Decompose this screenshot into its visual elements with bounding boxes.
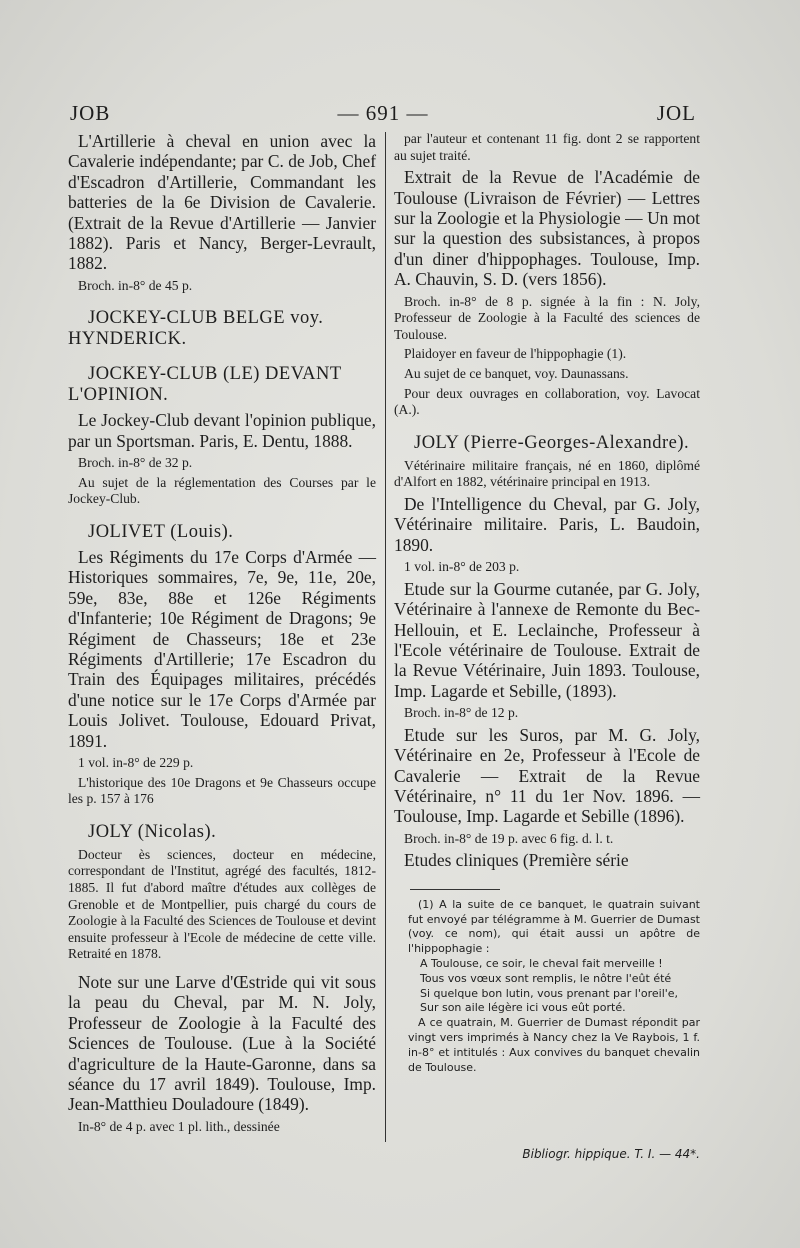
extrait-entry: Extrait de la Revue de l'Académie de Toulouse (Livraison de Février) — Lettres sur la Zoologie et la Physiologie — Un mot sur la question des subsistances, à propos d'un diner d'hippophages. Toulouse, Imp. A. Chauvin, S. D. (vers 1856). bbox=[394, 167, 700, 290]
joly-nicolas-heading: JOLY (Nicolas). bbox=[88, 821, 217, 842]
header-left: JOB bbox=[70, 101, 111, 125]
footnote-poem-line2: Tous vos vœux sont remplis, le nôtre l'eût été bbox=[420, 971, 672, 985]
footnote-poem-line3: Si quelque bon lutin, vous prenant par l'oreil'e, bbox=[420, 986, 679, 1000]
jolivet-note2: L'historique des 10e Dragons et 9e Chasseurs occupe les p. 157 à 176 bbox=[68, 774, 376, 807]
right-column bbox=[394, 131, 700, 1075]
jockey-opinion-note2: Au sujet de la réglementation des Courses par le Jockey-Club. bbox=[68, 474, 376, 507]
column-divider bbox=[385, 132, 386, 1142]
page-number: — 691 — bbox=[337, 101, 429, 125]
footnote-para2: A ce quatrain, M. Guerrier de Dumast répondit par vingt vers imprimés à Nancy chez la Ve Raybois, 1 f. in-8° et intitulés : Aux convives du banquet chevalin de Toulouse. bbox=[408, 1016, 700, 1074]
joly-nicolas-text: Note sur une Larve d'Œstride qui vit sous la peau du Cheval, par M. N. Joly, Professeur de Zoologie à la Faculté des Sciences de Toulouse. (Lue à la Société d'agriculture de la Haute-Garonne, dans sa séance du 17 avril 1849). Toulouse, Imp. Jean-Matthieu Douladoure (1849). bbox=[68, 972, 376, 1115]
jockey-opinion-text: Le Jockey-Club devant l'opinion publique, par un Sportsman. Paris, E. Dentu, 1888. bbox=[68, 410, 376, 451]
joly-pg-work4: Etudes cliniques (Première série bbox=[404, 850, 629, 871]
continuation-note: par l'auteur et contenant 11 fig. dont 2 se rapportent au sujet traité. bbox=[394, 131, 700, 163]
footnote-poem-line4: Sur son aile légère ici vous eût porté. bbox=[420, 1001, 626, 1015]
extrait-note2: Plaidoyer en faveur de l'hippophagie (1). bbox=[404, 346, 627, 362]
jolivet-heading: JOLIVET (Louis). bbox=[88, 522, 234, 543]
job-entry-note: Broch. in-8° de 45 p. bbox=[78, 277, 193, 293]
jolivet-text: Les Régiments du 17e Corps d'Armée — Historiques sommaires, 7e, 9e, 11e, 20e, 59e, 83e, 88e et 126e Régiments d'Infanterie; 10e Régiment de Dragons; 9e Régiment de Chasseurs; 18e et 23e Régiments d'Artillerie; 17e Escadron du Train des Équipages militaires, précédés d'une notice sur le 17e Corps d'Armée par Louis Jolivet. Toulouse, Edouard Privat, 1891. bbox=[68, 547, 376, 751]
running-header bbox=[70, 101, 696, 131]
joly-pg-heading: JOLY (Pierre-Georges-Alexandre). bbox=[414, 432, 690, 453]
jockey-opinion-heading: JOCKEY-CLUB (LE) DEVANT L'OPINION. bbox=[68, 364, 342, 406]
joly-pg-work1-note: 1 vol. in-8° de 203 p. bbox=[404, 559, 520, 575]
joly-pg-work2: Etude sur la Gourme cutanée, par G. Joly, Vétérinaire à l'annexe de Remonte du Bec-Hellouin, et E. Leclainche, Professeur à l'Ecole vétérinaire de Toulouse. Extrait de la Revue Vétérinaire, Juin 1893. Toulouse, Imp. Lagarde et Sebille, (1893). bbox=[394, 578, 700, 701]
joly-nicolas-bio: Docteur ès sciences, docteur en médecine, correspondant de l'Institut, agrégé des facultés, 1812-1885. Il fut d'abord maître d'études aux collèges de Grenoble et de Montpellier, puis chargé du cours de Zoologie à la Faculté des Sciences de Toulouse et devint ensuite professeur à l'Ecole de médecine de cette ville. Retraité en 1878. bbox=[68, 846, 376, 962]
footnote bbox=[408, 898, 700, 1076]
left-column bbox=[68, 131, 376, 1138]
jolivet-note1: 1 vol. in-8° de 229 p. bbox=[78, 755, 194, 771]
header-right: JOL bbox=[656, 101, 696, 125]
job-entry-text: L'Artillerie à cheval en union avec la Cavalerie indépendante; par C. de Job, Chef d'Escadron d'Artillerie, Commandant les batteries de la 6e Division de Cavalerie. (Extrait de la Revue d'Artillerie — Janvier 1882). Paris et Nancy, Berger-Levrault, 1882. bbox=[68, 131, 376, 274]
signature-line: Bibliogr. hippique. T. I. — 44*. bbox=[522, 1147, 700, 1161]
jockey-belge-heading: JOCKEY-CLUB BELGE voy. HYNDERICK. bbox=[68, 308, 324, 350]
extrait-note1: Broch. in-8° de 8 p. signée à la fin : N. Joly, Professeur de Zoologie à la Faculté des sciences de Toulouse. bbox=[394, 293, 700, 342]
joly-pg-work3-note: Broch. in-8° de 19 p. avec 6 fig. d. l. t. bbox=[404, 830, 614, 846]
extrait-note4: Pour deux ouvrages en collaboration, voy. Lavocat (A.). bbox=[394, 385, 700, 418]
footnote-para1: (1) A la suite de ce banquet, le quatrain suivant fut envoyé par télégramme à M. Guerrier de Dumast (voy. ce nom), qui était aussi un apôtre de l'hippophagie : bbox=[408, 897, 700, 956]
joly-pg-work1: De l'Intelligence du Cheval, par G. Joly, Vétérinaire militaire. Paris, L. Baudoin, 1890. bbox=[394, 493, 700, 555]
jockey-opinion-note1: Broch. in-8° de 32 p. bbox=[78, 455, 193, 471]
footnote-poem-line1: A Toulouse, ce soir, le cheval fait merveille ! bbox=[420, 957, 663, 971]
joly-pg-work2-note: Broch. in-8° de 12 p. bbox=[404, 705, 519, 721]
joly-nicolas-note: In-8° de 4 p. avec 1 pl. lith., dessinée bbox=[78, 1118, 280, 1134]
joly-pg-work3: Etude sur les Suros, par M. G. Joly, Vétérinaire en 2e, Professeur à l'Ecole de Cavalerie — Extrait de la Revue Vétérinaire, n° 11 du 1er Nov. 1896. — Toulouse, Imp. Lagarde et Sebille (1896). bbox=[394, 724, 700, 827]
footnote-rule bbox=[410, 889, 500, 890]
extrait-note3: Au sujet de ce banquet, voy. Daunassans. bbox=[404, 366, 629, 381]
joly-pg-bio: Vétérinaire militaire français, né en 1860, diplômé d'Alfort en 1882, vétérinaire principal en 1913. bbox=[394, 457, 700, 490]
